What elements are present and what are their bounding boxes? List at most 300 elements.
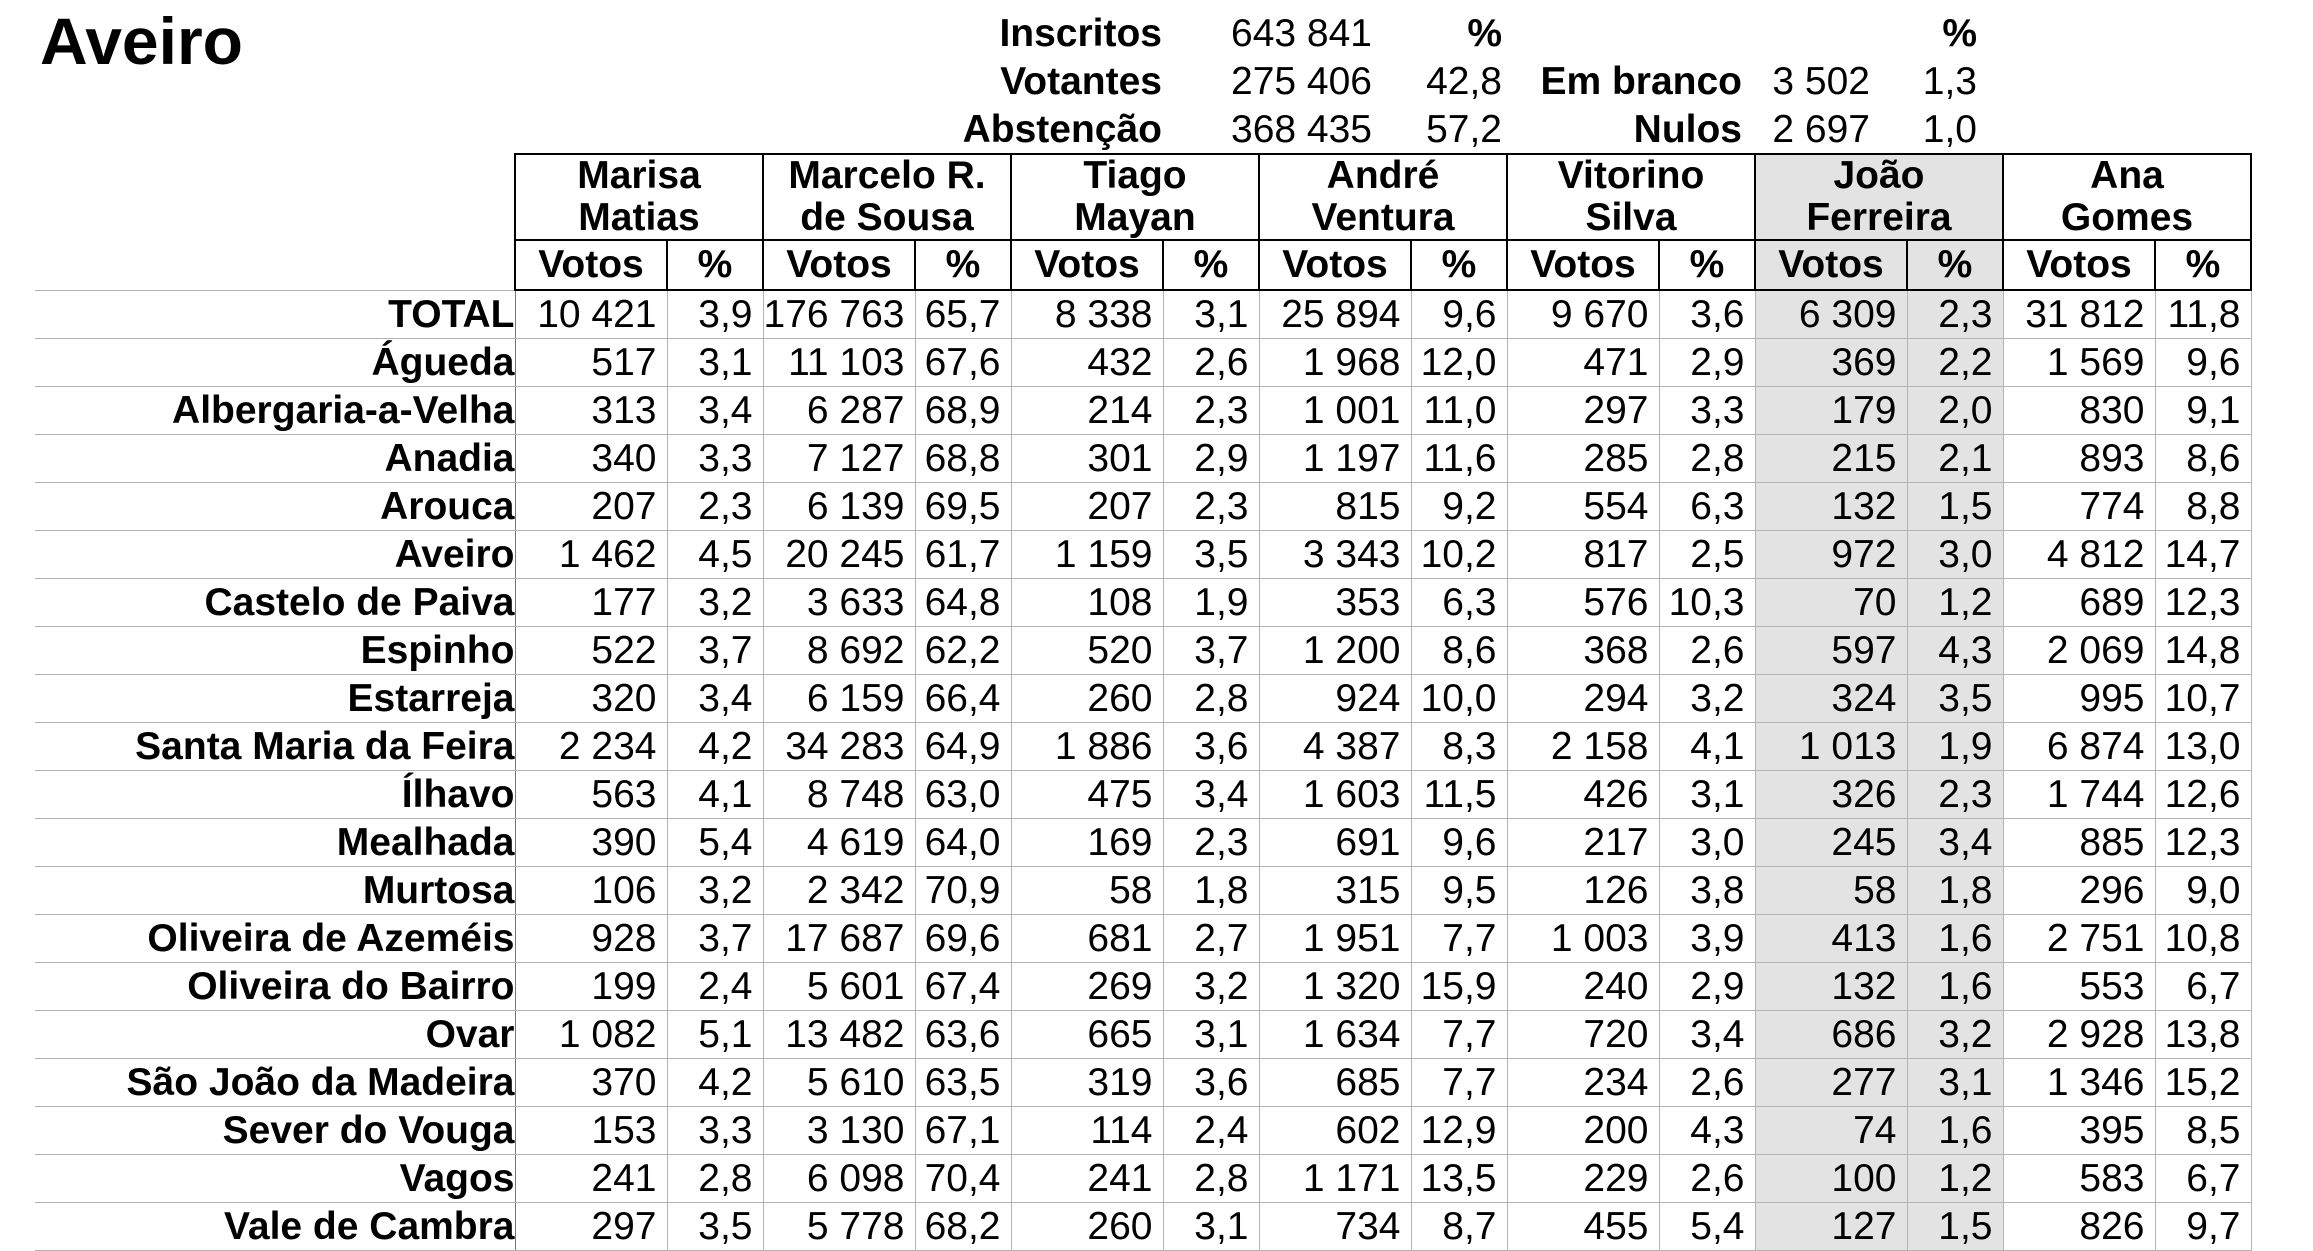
votes-cell: 5 610 xyxy=(763,1058,915,1106)
pct-cell: 2,3 xyxy=(1163,482,1259,530)
summary-row xyxy=(0,58,2313,106)
pct-cell: 10,8 xyxy=(2155,914,2251,962)
pct-cell: 8,5 xyxy=(2155,1106,2251,1154)
votes-cell: 390 xyxy=(515,818,667,866)
pct-cell: 3,2 xyxy=(1907,1010,2003,1058)
table-row xyxy=(35,338,2251,386)
votes-cell: 217 xyxy=(1507,818,1659,866)
pct-cell: 8,6 xyxy=(2155,434,2251,482)
table-row xyxy=(35,674,2251,722)
pct-cell: 2,8 xyxy=(1163,1154,1259,1202)
pct-cell: 9,6 xyxy=(1411,818,1507,866)
votes-cell: 70 xyxy=(1755,578,1907,626)
votes-cell: 6 309 xyxy=(1755,290,1907,338)
votes-cell: 1 951 xyxy=(1259,914,1411,962)
pct-cell: 3,2 xyxy=(667,866,763,914)
votes-cell: 313 xyxy=(515,386,667,434)
votes-cell: 686 xyxy=(1755,1010,1907,1058)
votes-cell: 1 197 xyxy=(1259,434,1411,482)
pct-cell: 69,6 xyxy=(915,914,1011,962)
votes-cell: 2 158 xyxy=(1507,722,1659,770)
pct-cell: 11,5 xyxy=(1411,770,1507,818)
row-label: Ovar xyxy=(35,1010,515,1058)
row-label: Aveiro xyxy=(35,530,515,578)
row-label: Águeda xyxy=(35,338,515,386)
votes-cell: 132 xyxy=(1755,482,1907,530)
votes-cell: 395 xyxy=(2003,1106,2155,1154)
votes-cell: 815 xyxy=(1259,482,1411,530)
pct-cell: 13,8 xyxy=(2155,1010,2251,1058)
votes-cell: 340 xyxy=(515,434,667,482)
pct-cell: 3,0 xyxy=(1659,818,1755,866)
votes-cell: 200 xyxy=(1507,1106,1659,1154)
pct-cell: 11,8 xyxy=(2155,290,2251,338)
votes-cell: 689 xyxy=(2003,578,2155,626)
votes-cell: 1 462 xyxy=(515,530,667,578)
votes-cell: 602 xyxy=(1259,1106,1411,1154)
votes-cell: 25 894 xyxy=(1259,290,1411,338)
votes-cell: 1 001 xyxy=(1259,386,1411,434)
pct-cell: 3,3 xyxy=(667,434,763,482)
votes-cell: 774 xyxy=(2003,482,2155,530)
table-row xyxy=(35,866,2251,914)
votes-cell: 1 200 xyxy=(1259,626,1411,674)
votes-cell: 7 127 xyxy=(763,434,915,482)
table-row xyxy=(35,1154,2251,1202)
pct-cell: 9,7 xyxy=(2155,1202,2251,1250)
row-label: Ílhavo xyxy=(35,770,515,818)
table-row xyxy=(35,1106,2251,1154)
pct-cell: 3,3 xyxy=(667,1106,763,1154)
votes-cell: 6 159 xyxy=(763,674,915,722)
votes-cell: 885 xyxy=(2003,818,2155,866)
pct-cell: 1,5 xyxy=(1907,482,2003,530)
votes-cell: 153 xyxy=(515,1106,667,1154)
votes-cell: 126 xyxy=(1507,866,1659,914)
pct-cell: 1,2 xyxy=(1907,578,2003,626)
votes-cell: 681 xyxy=(1011,914,1163,962)
votes-cell: 553 xyxy=(2003,962,2155,1010)
candidate-header-cell: Marisa Matias xyxy=(515,154,763,240)
pct-cell: 1,6 xyxy=(1907,1106,2003,1154)
pct-cell: 2,8 xyxy=(1659,434,1755,482)
votes-cell: 893 xyxy=(2003,434,2155,482)
pct-cell: 3,4 xyxy=(1907,818,2003,866)
votes-cell: 522 xyxy=(515,626,667,674)
pct-cell: 2,3 xyxy=(1163,386,1259,434)
votes-cell: 3 633 xyxy=(763,578,915,626)
row-label: Anadia xyxy=(35,434,515,482)
votes-cell: 5 601 xyxy=(763,962,915,1010)
votes-cell: 177 xyxy=(515,578,667,626)
votes-cell: 1 603 xyxy=(1259,770,1411,818)
pct-cell: 3,5 xyxy=(1907,674,2003,722)
row-label: Vale de Cambra xyxy=(35,1202,515,1250)
pct-cell: 8,6 xyxy=(1411,626,1507,674)
summary-value: 643 841 xyxy=(1231,12,1372,55)
pct-cell: 2,6 xyxy=(1163,338,1259,386)
table-row xyxy=(35,626,2251,674)
summary-pct: % xyxy=(1942,12,1977,55)
pct-header-cell: % xyxy=(1907,240,2003,290)
pct-cell: 3,9 xyxy=(667,290,763,338)
table-row xyxy=(35,482,2251,530)
pct-cell: 63,6 xyxy=(915,1010,1011,1058)
votes-cell: 6 139 xyxy=(763,482,915,530)
votes-cell: 471 xyxy=(1507,338,1659,386)
table-row xyxy=(35,290,2251,338)
pct-cell: 5,4 xyxy=(667,818,763,866)
pct-header-cell: % xyxy=(1411,240,1507,290)
votes-cell: 269 xyxy=(1011,962,1163,1010)
votos-header-cell: Votos xyxy=(515,240,667,290)
row-label: Arouca xyxy=(35,482,515,530)
votes-cell: 368 xyxy=(1507,626,1659,674)
votes-cell: 413 xyxy=(1755,914,1907,962)
pct-cell: 3,8 xyxy=(1659,866,1755,914)
pct-cell: 13,0 xyxy=(2155,722,2251,770)
pct-header-cell: % xyxy=(667,240,763,290)
pct-cell: 3,4 xyxy=(1163,770,1259,818)
votes-cell: 241 xyxy=(515,1154,667,1202)
pct-header-cell: % xyxy=(1659,240,1755,290)
table-row xyxy=(35,1058,2251,1106)
row-label: Vagos xyxy=(35,1154,515,1202)
table-row xyxy=(35,1202,2251,1250)
votes-cell: 8 692 xyxy=(763,626,915,674)
pct-cell: 3,1 xyxy=(1163,1010,1259,1058)
votes-cell: 1 082 xyxy=(515,1010,667,1058)
pct-cell: 2,3 xyxy=(1907,770,2003,818)
pct-cell: 3,5 xyxy=(1163,530,1259,578)
table-corner xyxy=(35,240,515,290)
summary-pct: 42,8 xyxy=(1426,60,1502,103)
votes-cell: 554 xyxy=(1507,482,1659,530)
votes-cell: 370 xyxy=(515,1058,667,1106)
candidate-header-cell: Marcelo R. de Sousa xyxy=(763,154,1011,240)
votes-cell: 229 xyxy=(1507,1154,1659,1202)
pct-cell: 7,7 xyxy=(1411,1058,1507,1106)
votes-cell: 576 xyxy=(1507,578,1659,626)
pct-cell: 67,6 xyxy=(915,338,1011,386)
votes-cell: 563 xyxy=(515,770,667,818)
votes-cell: 4 387 xyxy=(1259,722,1411,770)
votes-cell: 734 xyxy=(1259,1202,1411,1250)
pct-cell: 61,7 xyxy=(915,530,1011,578)
row-label: Espinho xyxy=(35,626,515,674)
pct-cell: 3,1 xyxy=(1659,770,1755,818)
pct-cell: 12,9 xyxy=(1411,1106,1507,1154)
votes-cell: 114 xyxy=(1011,1106,1163,1154)
pct-cell: 2,9 xyxy=(1163,434,1259,482)
pct-cell: 9,2 xyxy=(1411,482,1507,530)
votes-cell: 817 xyxy=(1507,530,1659,578)
pct-header-cell: % xyxy=(1163,240,1259,290)
pct-cell: 9,5 xyxy=(1411,866,1507,914)
pct-cell: 3,7 xyxy=(1163,626,1259,674)
pct-cell: 12,3 xyxy=(2155,818,2251,866)
pct-header-cell: % xyxy=(2155,240,2251,290)
summary-label: Em branco xyxy=(1540,60,1742,103)
pct-cell: 64,0 xyxy=(915,818,1011,866)
pct-cell: 3,6 xyxy=(1659,290,1755,338)
pct-cell: 67,4 xyxy=(915,962,1011,1010)
pct-cell: 66,4 xyxy=(915,674,1011,722)
row-label: Santa Maria da Feira xyxy=(35,722,515,770)
votos-header-cell: Votos xyxy=(1259,240,1411,290)
pct-cell: 7,7 xyxy=(1411,1010,1507,1058)
votes-cell: 277 xyxy=(1755,1058,1907,1106)
pct-cell: 3,7 xyxy=(667,914,763,962)
pct-cell: 8,3 xyxy=(1411,722,1507,770)
votes-cell: 2 342 xyxy=(763,866,915,914)
pct-cell: 6,3 xyxy=(1659,482,1755,530)
votes-cell: 1 003 xyxy=(1507,914,1659,962)
pct-cell: 4,2 xyxy=(667,722,763,770)
votes-cell: 3 343 xyxy=(1259,530,1411,578)
votes-cell: 597 xyxy=(1755,626,1907,674)
pct-cell: 5,4 xyxy=(1659,1202,1755,1250)
table-row xyxy=(35,386,2251,434)
pct-cell: 11,6 xyxy=(1411,434,1507,482)
votes-cell: 426 xyxy=(1507,770,1659,818)
votes-cell: 583 xyxy=(2003,1154,2155,1202)
pct-cell: 3,2 xyxy=(1659,674,1755,722)
pct-cell: 13,5 xyxy=(1411,1154,1507,1202)
votes-cell: 8 748 xyxy=(763,770,915,818)
votes-cell: 6 287 xyxy=(763,386,915,434)
pct-cell: 70,9 xyxy=(915,866,1011,914)
votes-cell: 9 670 xyxy=(1507,290,1659,338)
row-label: Oliveira do Bairro xyxy=(35,962,515,1010)
pct-cell: 1,2 xyxy=(1907,1154,2003,1202)
pct-cell: 2,9 xyxy=(1659,338,1755,386)
votes-cell: 432 xyxy=(1011,338,1163,386)
votes-cell: 207 xyxy=(1011,482,1163,530)
votes-cell: 369 xyxy=(1755,338,1907,386)
votes-cell: 326 xyxy=(1755,770,1907,818)
votes-cell: 1 346 xyxy=(2003,1058,2155,1106)
votes-cell: 826 xyxy=(2003,1202,2155,1250)
row-label: Albergaria-a-Velha xyxy=(35,386,515,434)
summary-value: 275 406 xyxy=(1231,60,1372,103)
page-title: Aveiro xyxy=(40,4,243,78)
votes-cell: 240 xyxy=(1507,962,1659,1010)
votes-cell: 10 421 xyxy=(515,290,667,338)
votes-cell: 176 763 xyxy=(763,290,915,338)
pct-cell: 2,7 xyxy=(1163,914,1259,962)
pct-cell: 1,5 xyxy=(1907,1202,2003,1250)
pct-cell: 1,8 xyxy=(1907,866,2003,914)
pct-cell: 68,2 xyxy=(915,1202,1011,1250)
summary-value: 3 502 xyxy=(1772,60,1870,103)
pct-cell: 8,8 xyxy=(2155,482,2251,530)
pct-cell: 6,7 xyxy=(2155,1154,2251,1202)
pct-cell: 9,0 xyxy=(2155,866,2251,914)
pct-cell: 2,3 xyxy=(1907,290,2003,338)
votes-cell: 241 xyxy=(1011,1154,1163,1202)
summary-value: 2 697 xyxy=(1772,108,1870,151)
summary-row xyxy=(0,106,2313,154)
votes-cell: 285 xyxy=(1507,434,1659,482)
table-row xyxy=(35,578,2251,626)
votos-header-cell: Votos xyxy=(1755,240,1907,290)
votes-cell: 455 xyxy=(1507,1202,1659,1250)
pct-cell: 1,9 xyxy=(1163,578,1259,626)
pct-cell: 3,6 xyxy=(1163,1058,1259,1106)
results-table xyxy=(35,153,2252,1251)
votes-cell: 1 569 xyxy=(2003,338,2155,386)
votes-cell: 830 xyxy=(2003,386,2155,434)
votes-cell: 214 xyxy=(1011,386,1163,434)
pct-cell: 2,2 xyxy=(1907,338,2003,386)
pct-cell: 3,7 xyxy=(667,626,763,674)
pct-cell: 12,6 xyxy=(2155,770,2251,818)
summary-pct: 1,0 xyxy=(1922,108,1977,151)
votes-cell: 132 xyxy=(1755,962,1907,1010)
votes-cell: 260 xyxy=(1011,1202,1163,1250)
votes-cell: 127 xyxy=(1755,1202,1907,1250)
candidate-header-cell: Vitorino Silva xyxy=(1507,154,1755,240)
votos-header-cell: Votos xyxy=(1011,240,1163,290)
votes-cell: 1 171 xyxy=(1259,1154,1411,1202)
pct-cell: 15,9 xyxy=(1411,962,1507,1010)
row-label: Sever do Vouga xyxy=(35,1106,515,1154)
votes-cell: 2 751 xyxy=(2003,914,2155,962)
pct-header-cell: % xyxy=(915,240,1011,290)
pct-cell: 2,3 xyxy=(667,482,763,530)
pct-cell: 2,8 xyxy=(667,1154,763,1202)
votes-cell: 972 xyxy=(1755,530,1907,578)
votes-cell: 297 xyxy=(515,1202,667,1250)
pct-cell: 69,5 xyxy=(915,482,1011,530)
summary-value: 368 435 xyxy=(1231,108,1372,151)
pct-cell: 3,2 xyxy=(1163,962,1259,1010)
votes-cell: 319 xyxy=(1011,1058,1163,1106)
table-row xyxy=(35,818,2251,866)
pct-cell: 3,4 xyxy=(667,386,763,434)
summary-label: Votantes xyxy=(1000,60,1162,103)
pct-cell: 4,3 xyxy=(1659,1106,1755,1154)
votes-cell: 4 812 xyxy=(2003,530,2155,578)
votes-cell: 215 xyxy=(1755,434,1907,482)
pct-cell: 62,2 xyxy=(915,626,1011,674)
pct-cell: 63,0 xyxy=(915,770,1011,818)
row-label: Castelo de Paiva xyxy=(35,578,515,626)
row-label: São João da Madeira xyxy=(35,1058,515,1106)
pct-cell: 2,1 xyxy=(1907,434,2003,482)
pct-cell: 3,0 xyxy=(1907,530,2003,578)
pct-cell: 64,9 xyxy=(915,722,1011,770)
pct-cell: 14,8 xyxy=(2155,626,2251,674)
pct-cell: 2,6 xyxy=(1659,1058,1755,1106)
pct-cell: 8,7 xyxy=(1411,1202,1507,1250)
table-row xyxy=(35,914,2251,962)
pct-cell: 1,6 xyxy=(1907,962,2003,1010)
summary-pct: 57,2 xyxy=(1426,108,1502,151)
votes-cell: 100 xyxy=(1755,1154,1907,1202)
summary-label: Inscritos xyxy=(999,12,1162,55)
pct-cell: 3,2 xyxy=(667,578,763,626)
pct-cell: 68,8 xyxy=(915,434,1011,482)
votes-cell: 179 xyxy=(1755,386,1907,434)
pct-cell: 4,1 xyxy=(1659,722,1755,770)
pct-cell: 6,3 xyxy=(1411,578,1507,626)
pct-cell: 4,5 xyxy=(667,530,763,578)
votes-cell: 245 xyxy=(1755,818,1907,866)
summary-label: Abstenção xyxy=(962,108,1162,151)
pct-cell: 12,3 xyxy=(2155,578,2251,626)
votes-cell: 324 xyxy=(1755,674,1907,722)
summary-pct: 1,3 xyxy=(1922,60,1977,103)
votes-cell: 106 xyxy=(515,866,667,914)
pct-cell: 3,1 xyxy=(1163,290,1259,338)
pct-cell: 4,3 xyxy=(1907,626,2003,674)
votes-cell: 13 482 xyxy=(763,1010,915,1058)
votes-cell: 207 xyxy=(515,482,667,530)
votes-cell: 58 xyxy=(1755,866,1907,914)
pct-cell: 14,7 xyxy=(2155,530,2251,578)
votos-header-cell: Votos xyxy=(2003,240,2155,290)
pct-cell: 5,1 xyxy=(667,1010,763,1058)
pct-cell: 2,9 xyxy=(1659,962,1755,1010)
pct-cell: 2,4 xyxy=(667,962,763,1010)
candidate-header-cell: André Ventura xyxy=(1259,154,1507,240)
votes-cell: 517 xyxy=(515,338,667,386)
votes-cell: 74 xyxy=(1755,1106,1907,1154)
pct-cell: 15,2 xyxy=(2155,1058,2251,1106)
votes-cell: 6 874 xyxy=(2003,722,2155,770)
summary-pct: % xyxy=(1467,12,1502,55)
pct-cell: 11,0 xyxy=(1411,386,1507,434)
votes-cell: 720 xyxy=(1507,1010,1659,1058)
pct-cell: 3,1 xyxy=(667,338,763,386)
candidate-header-cell: João Ferreira xyxy=(1755,154,2003,240)
votes-cell: 169 xyxy=(1011,818,1163,866)
pct-cell: 64,8 xyxy=(915,578,1011,626)
pct-cell: 4,1 xyxy=(667,770,763,818)
pct-cell: 67,1 xyxy=(915,1106,1011,1154)
pct-cell: 6,7 xyxy=(2155,962,2251,1010)
votes-cell: 234 xyxy=(1507,1058,1659,1106)
votes-cell: 34 283 xyxy=(763,722,915,770)
pct-cell: 10,3 xyxy=(1659,578,1755,626)
pct-cell: 2,5 xyxy=(1659,530,1755,578)
pct-cell: 1,9 xyxy=(1907,722,2003,770)
votes-cell: 320 xyxy=(515,674,667,722)
table-row xyxy=(35,770,2251,818)
votes-cell: 11 103 xyxy=(763,338,915,386)
votes-cell: 8 338 xyxy=(1011,290,1163,338)
votes-cell: 6 098 xyxy=(763,1154,915,1202)
votes-cell: 301 xyxy=(1011,434,1163,482)
votos-header-cell: Votos xyxy=(1507,240,1659,290)
pct-cell: 10,2 xyxy=(1411,530,1507,578)
pct-cell: 3,3 xyxy=(1659,386,1755,434)
votes-cell: 995 xyxy=(2003,674,2155,722)
candidate-header-cell: Ana Gomes xyxy=(2003,154,2251,240)
row-label: Murtosa xyxy=(35,866,515,914)
votes-cell: 1 634 xyxy=(1259,1010,1411,1058)
pct-cell: 4,2 xyxy=(667,1058,763,1106)
pct-cell: 1,6 xyxy=(1907,914,2003,962)
votes-cell: 297 xyxy=(1507,386,1659,434)
pct-cell: 9,1 xyxy=(2155,386,2251,434)
summary-label: Nulos xyxy=(1633,108,1742,151)
votes-cell: 4 619 xyxy=(763,818,915,866)
pct-cell: 70,4 xyxy=(915,1154,1011,1202)
table-row xyxy=(35,962,2251,1010)
